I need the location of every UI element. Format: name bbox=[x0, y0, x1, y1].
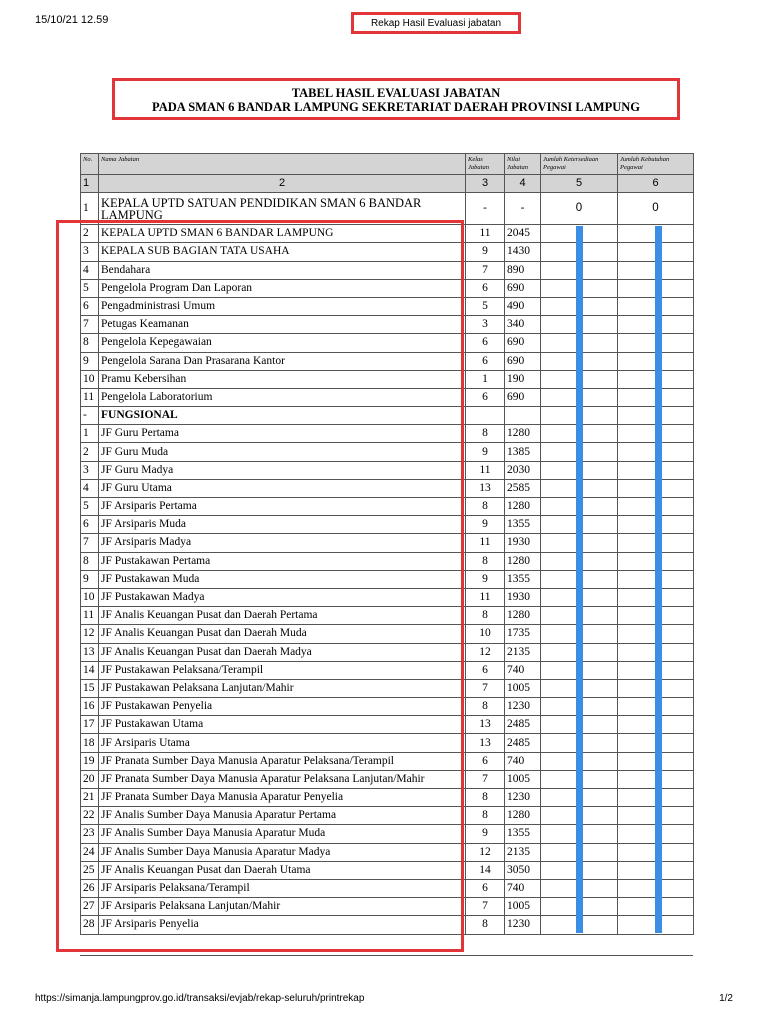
row-no: 15 bbox=[81, 679, 99, 697]
row-name: KEPALA SUB BAGIAN TATA USAHA bbox=[99, 243, 466, 261]
row-nilai: 2135 bbox=[505, 843, 541, 861]
row-kelas: 7 bbox=[466, 261, 505, 279]
row-no: 9 bbox=[81, 570, 99, 588]
section-title: FUNGSIONAL bbox=[99, 407, 466, 425]
row-no: 18 bbox=[81, 734, 99, 752]
row-no: 6 bbox=[81, 516, 99, 534]
row-kelas: 9 bbox=[466, 243, 505, 261]
row-kelas: 6 bbox=[466, 334, 505, 352]
row-kelas: 7 bbox=[466, 679, 505, 697]
row-nilai: 740 bbox=[505, 752, 541, 770]
row-name: Pengelola Laboratorium bbox=[99, 388, 466, 406]
row-nilai: 2135 bbox=[505, 643, 541, 661]
row-nilai: 690 bbox=[505, 388, 541, 406]
row-nilai: 1230 bbox=[505, 916, 541, 934]
row-name: JF Guru Madya bbox=[99, 461, 466, 479]
row-nilai: 1280 bbox=[505, 425, 541, 443]
row-no: 10 bbox=[81, 588, 99, 606]
row-no: 17 bbox=[81, 716, 99, 734]
row-nilai: 2030 bbox=[505, 461, 541, 479]
row-ketersediaan: 0 bbox=[541, 193, 618, 225]
document-title-highlight bbox=[351, 12, 521, 34]
row-nilai: 1930 bbox=[505, 588, 541, 606]
row-nilai: 2485 bbox=[505, 716, 541, 734]
row-kelas: 13 bbox=[466, 716, 505, 734]
row-name: Bendahara bbox=[99, 261, 466, 279]
header-nama-jabatan: Nama Jabatan bbox=[99, 154, 466, 175]
row-kelas: 5 bbox=[466, 297, 505, 315]
header-jumlah-kebutuhan: Jumlah Kebutuhan Pegawai bbox=[618, 154, 694, 175]
row-name: JF Pustakawan Muda bbox=[99, 570, 466, 588]
row-no: 21 bbox=[81, 789, 99, 807]
row-kelas: 7 bbox=[466, 898, 505, 916]
row-no: 6 bbox=[81, 297, 99, 315]
table-title-line2: PADA SMAN 6 BANDAR LAMPUNG SEKRETARIAT DAERAH PROVINSI LAMPUNG bbox=[152, 100, 640, 114]
row-kelas: 1 bbox=[466, 370, 505, 388]
row-nilai: 1005 bbox=[505, 770, 541, 788]
row-name: JF Analis Keuangan Pusat dan Daerah Madya bbox=[99, 643, 466, 661]
column-number: 2 bbox=[99, 175, 466, 193]
document-title: Rekap Hasil Evaluasi jabatan bbox=[370, 17, 502, 29]
row-no: 28 bbox=[81, 916, 99, 934]
row-kelas: 8 bbox=[466, 807, 505, 825]
row-no: 11 bbox=[81, 607, 99, 625]
column-number: 6 bbox=[618, 175, 694, 193]
row-no: 13 bbox=[81, 643, 99, 661]
row-kelas: 12 bbox=[466, 843, 505, 861]
row-no: 26 bbox=[81, 879, 99, 897]
row-no: 4 bbox=[81, 479, 99, 497]
row-name: KEPALA UPTD SMAN 6 BANDAR LAMPUNG bbox=[99, 225, 466, 243]
row-kelas: 6 bbox=[466, 752, 505, 770]
row-no: 1 bbox=[81, 193, 99, 225]
row-kelas: 11 bbox=[466, 534, 505, 552]
row-nilai: 2045 bbox=[505, 225, 541, 243]
row-no: 3 bbox=[81, 461, 99, 479]
row-no: 1 bbox=[81, 425, 99, 443]
row-nilai: 2485 bbox=[505, 734, 541, 752]
row-no: 7 bbox=[81, 316, 99, 334]
row-kelas: 9 bbox=[466, 825, 505, 843]
row-no: 12 bbox=[81, 625, 99, 643]
row-nilai: 1280 bbox=[505, 552, 541, 570]
row-name: Petugas Keamanan bbox=[99, 316, 466, 334]
row-kelas: 10 bbox=[466, 625, 505, 643]
row-name: JF Analis Sumber Daya Manusia Aparatur Muda bbox=[99, 825, 466, 843]
row-name: JF Pustakawan Pertama bbox=[99, 552, 466, 570]
row-name: JF Analis Sumber Daya Manusia Aparatur Madya bbox=[99, 843, 466, 861]
row-kelas: 8 bbox=[466, 916, 505, 934]
row-name: JF Pranata Sumber Daya Manusia Aparatur Pelaksana Lanjutan/Mahir bbox=[99, 770, 466, 788]
row-name: JF Arsiparis Pelaksana/Terampil bbox=[99, 879, 466, 897]
row-kelas: 11 bbox=[466, 461, 505, 479]
row-kelas: 9 bbox=[466, 570, 505, 588]
row-name: JF Guru Utama bbox=[99, 479, 466, 497]
row-no: 8 bbox=[81, 552, 99, 570]
row-nilai: 2585 bbox=[505, 479, 541, 497]
row-no: 20 bbox=[81, 770, 99, 788]
row-name: JF Analis Keuangan Pusat dan Daerah Utama bbox=[99, 861, 466, 879]
row-nilai: 740 bbox=[505, 879, 541, 897]
header-nilai-jabatan: Nilai Jabatan bbox=[505, 154, 541, 175]
row-name: JF Arsiparis Penyelia bbox=[99, 916, 466, 934]
header-kelas-jabatan: Kelas Jabatan bbox=[466, 154, 505, 175]
row-kelas: 8 bbox=[466, 789, 505, 807]
section-no: - bbox=[81, 407, 99, 425]
column-number: 3 bbox=[466, 175, 505, 193]
row-kelas: 8 bbox=[466, 552, 505, 570]
row-name: JF Arsiparis Muda bbox=[99, 516, 466, 534]
row-no: 9 bbox=[81, 352, 99, 370]
row-no: 5 bbox=[81, 279, 99, 297]
row-nilai: 1280 bbox=[505, 607, 541, 625]
row-name: JF Arsiparis Pelaksana Lanjutan/Mahir bbox=[99, 898, 466, 916]
row-nilai: 1280 bbox=[505, 807, 541, 825]
redaction-bar-ketersediaan bbox=[576, 226, 583, 933]
row-nilai: 1355 bbox=[505, 825, 541, 843]
row-no: 24 bbox=[81, 843, 99, 861]
row-nilai: 1430 bbox=[505, 243, 541, 261]
row-kelas: 3 bbox=[466, 316, 505, 334]
row-name: JF Arsiparis Pertama bbox=[99, 498, 466, 516]
row-nilai: 340 bbox=[505, 316, 541, 334]
row-kelas: 6 bbox=[466, 352, 505, 370]
row-name: Pengelola Kepegawaian bbox=[99, 334, 466, 352]
row-no: 22 bbox=[81, 807, 99, 825]
row-kelas: 11 bbox=[466, 588, 505, 606]
row-no: 3 bbox=[81, 243, 99, 261]
row-kelas: 6 bbox=[466, 279, 505, 297]
row-kelas: 13 bbox=[466, 734, 505, 752]
row-nilai: 690 bbox=[505, 334, 541, 352]
row-no: 11 bbox=[81, 388, 99, 406]
row-kelas: 9 bbox=[466, 443, 505, 461]
row-nilai: 1355 bbox=[505, 570, 541, 588]
row-no: 19 bbox=[81, 752, 99, 770]
row-nilai: 1735 bbox=[505, 625, 541, 643]
row-no: 27 bbox=[81, 898, 99, 916]
row-name: JF Pustakawan Utama bbox=[99, 716, 466, 734]
row-nilai: 1930 bbox=[505, 534, 541, 552]
row-kebutuhan: 0 bbox=[618, 193, 694, 225]
row-name: JF Pustakawan Pelaksana Lanjutan/Mahir bbox=[99, 679, 466, 697]
row-kelas: 9 bbox=[466, 516, 505, 534]
footer-page-number: 1/2 bbox=[719, 993, 733, 1004]
row-name: Pengadministrasi Umum bbox=[99, 297, 466, 315]
redaction-bar-kebutuhan bbox=[655, 226, 662, 933]
row-name: JF Analis Keuangan Pusat dan Daerah Pertama bbox=[99, 607, 466, 625]
column-number: 1 bbox=[81, 175, 99, 193]
empty-cell bbox=[505, 407, 541, 425]
row-kelas: 8 bbox=[466, 425, 505, 443]
row-kelas: 6 bbox=[466, 879, 505, 897]
row-no: 4 bbox=[81, 261, 99, 279]
row-nilai: 1005 bbox=[505, 679, 541, 697]
row-kelas: 8 bbox=[466, 607, 505, 625]
row-nilai: 690 bbox=[505, 352, 541, 370]
table-title-line1: TABEL HASIL EVALUASI JABATAN bbox=[291, 86, 501, 100]
row-name: Pengelola Program Dan Laporan bbox=[99, 279, 466, 297]
row-no: 2 bbox=[81, 225, 99, 243]
row-kelas: 6 bbox=[466, 661, 505, 679]
row-nilai: 190 bbox=[505, 370, 541, 388]
footer-url: https://simanja.lampungprov.go.id/transaksi/evjab/rekap-seluruh/printrekap bbox=[35, 993, 365, 1004]
row-nilai: 1230 bbox=[505, 698, 541, 716]
print-datetime: 15/10/21 12.59 bbox=[35, 14, 109, 26]
row-nilai: 1355 bbox=[505, 516, 541, 534]
table-title-highlight bbox=[112, 78, 680, 120]
row-nilai: 490 bbox=[505, 297, 541, 315]
row-no: 14 bbox=[81, 661, 99, 679]
header-no: No. bbox=[81, 154, 99, 175]
row-name: JF Guru Pertama bbox=[99, 425, 466, 443]
row-kelas: 11 bbox=[466, 225, 505, 243]
row-name: JF Analis Sumber Daya Manusia Aparatur Pertama bbox=[99, 807, 466, 825]
row-name: JF Pranata Sumber Daya Manusia Aparatur Pelaksana/Terampil bbox=[99, 752, 466, 770]
row-no: 5 bbox=[81, 498, 99, 516]
row-no: 2 bbox=[81, 443, 99, 461]
column-number: 5 bbox=[541, 175, 618, 193]
row-nilai: 690 bbox=[505, 279, 541, 297]
row-name: Pengelola Sarana Dan Prasarana Kantor bbox=[99, 352, 466, 370]
row-kelas: 12 bbox=[466, 643, 505, 661]
row-no: 16 bbox=[81, 698, 99, 716]
row-nilai: 1280 bbox=[505, 498, 541, 516]
empty-cell bbox=[466, 407, 505, 425]
row-kelas: 14 bbox=[466, 861, 505, 879]
row-name: JF Analis Keuangan Pusat dan Daerah Muda bbox=[99, 625, 466, 643]
row-name: JF Pustakawan Penyelia bbox=[99, 698, 466, 716]
row-nilai: - bbox=[505, 193, 541, 225]
row-name: KEPALA UPTD SATUAN PENDIDIKAN SMAN 6 BANDAR LAMPUNG bbox=[99, 193, 466, 225]
row-nilai: 1385 bbox=[505, 443, 541, 461]
row-name: JF Pustakawan Pelaksana/Terampil bbox=[99, 661, 466, 679]
row-nilai: 3050 bbox=[505, 861, 541, 879]
table-bottom-rule bbox=[80, 955, 693, 956]
row-name: JF Guru Muda bbox=[99, 443, 466, 461]
column-number: 4 bbox=[505, 175, 541, 193]
row-name: JF Arsiparis Utama bbox=[99, 734, 466, 752]
row-name: JF Pranata Sumber Daya Manusia Aparatur Penyelia bbox=[99, 789, 466, 807]
row-kelas: - bbox=[466, 193, 505, 225]
row-nilai: 1005 bbox=[505, 898, 541, 916]
table-header-row bbox=[81, 154, 694, 175]
row-no: 10 bbox=[81, 370, 99, 388]
row-name: Pramu Kebersihan bbox=[99, 370, 466, 388]
header-jumlah-ketersediaan: Jumlah Ketersediaan Pegawai bbox=[541, 154, 618, 175]
row-nilai: 890 bbox=[505, 261, 541, 279]
column-number-row bbox=[81, 175, 694, 193]
highlight-rectangle bbox=[56, 220, 464, 952]
row-kelas: 13 bbox=[466, 479, 505, 497]
row-kelas: 7 bbox=[466, 770, 505, 788]
row-no: 8 bbox=[81, 334, 99, 352]
row-no: 25 bbox=[81, 861, 99, 879]
row-kelas: 8 bbox=[466, 698, 505, 716]
row-nilai: 1230 bbox=[505, 789, 541, 807]
row-nilai: 740 bbox=[505, 661, 541, 679]
row-name: JF Arsiparis Madya bbox=[99, 534, 466, 552]
row-kelas: 6 bbox=[466, 388, 505, 406]
row-kelas: 8 bbox=[466, 498, 505, 516]
row-name: JF Pustakawan Madya bbox=[99, 588, 466, 606]
row-no: 23 bbox=[81, 825, 99, 843]
row-no: 7 bbox=[81, 534, 99, 552]
